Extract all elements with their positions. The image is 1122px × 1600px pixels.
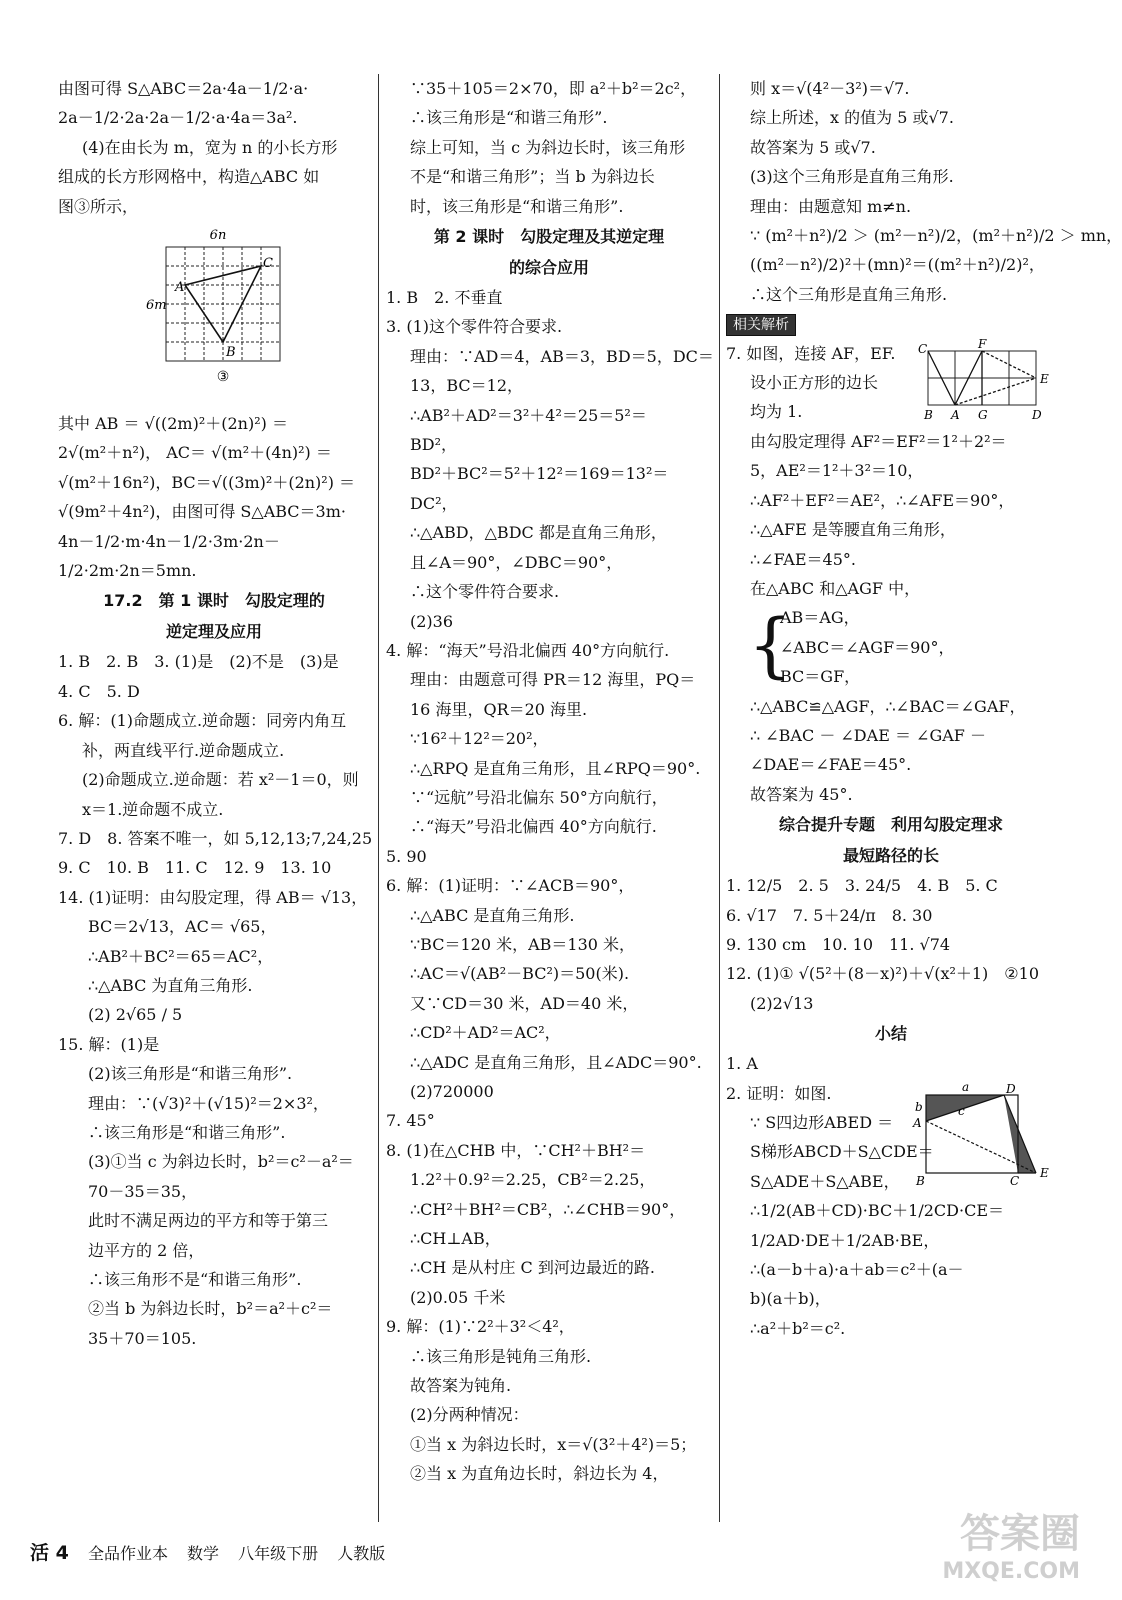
vertex-b: B <box>924 407 933 422</box>
text-line: 5，AE²＝1²＋3²＝10， <box>750 461 924 481</box>
text-line: 不是“和谐三角形”；当 b 为斜边长 <box>410 167 655 187</box>
text-line: 15. 解：(1)是 <box>58 1034 160 1054</box>
text-line: 3. (1)这个零件符合要求. <box>386 317 563 337</box>
book-title: 全品作业本 <box>87 1544 168 1563</box>
text-line: 1. A <box>726 1054 758 1074</box>
watermark-text: 答案圈 <box>960 1511 1080 1557</box>
label-6n: 6n <box>209 228 227 244</box>
text-line: 1/2AD·DE＋1/2AB·BE， <box>750 1230 940 1250</box>
column-divider <box>719 74 720 1522</box>
text-line: 由图可得 S△ABC＝2a·4a－1/2·a· <box>58 79 309 98</box>
text-line: ∠ABC＝∠AGF＝90°， <box>780 637 955 657</box>
text-line: 7. 如图，连接 AF，EF. <box>726 343 896 363</box>
text-line: BC＝2√13，AC＝ √65， <box>88 917 277 937</box>
label-c: c <box>958 1103 965 1118</box>
text-line: 综上可知，当 c 为斜边长时，该三角形 <box>410 137 686 157</box>
text-line: 9. C 10. B 11. C 12. 9 13. 10 <box>58 858 332 878</box>
text-line: 4. C 5. D <box>58 681 140 701</box>
text-line: ∴ ∠BAC － ∠DAE ＝ ∠GAF － <box>750 725 986 745</box>
text-line: 在△ABC 和△AGF 中， <box>750 578 921 598</box>
text-line: ((m²－n²)/2)²＋(mn)²＝((m²＋n²)/2)²， <box>750 255 1045 275</box>
text-line: ∴△ABD，△BDC 都是直角三角形， <box>410 523 667 543</box>
section-heading: 最短路径的长 <box>842 846 939 866</box>
text-line: 5. 90 <box>386 846 427 866</box>
text-line: ∴AB²＋AD²＝3²＋4²＝25＝5²＝ <box>410 405 647 425</box>
text-line: BD²＋BC²＝5²＋12²＝169＝13²＝ <box>410 464 669 484</box>
text-line: 6. √17 7. 5＋24/π 8. 30 <box>726 905 933 925</box>
text-line: 35＋70＝105. <box>88 1328 197 1348</box>
vertex-e: E <box>1040 371 1049 386</box>
text-line: ∴△RPQ 是直角三角形，且∠RPQ＝90°. <box>410 758 701 778</box>
vertex-c: C <box>1010 1173 1020 1188</box>
text-line: ∵ (m²＋n²)/2 ＞ (m²－n²)/2，(m²＋n²)/2 ＞ mn， <box>750 226 1122 246</box>
text-line: (2)36 <box>410 611 454 631</box>
text-line: 理由：∵(√3)²＋(√15)²＝2×3²， <box>88 1093 329 1113</box>
text-line: 其中 AB ＝ √((2m)²＋(2n)²) ＝ <box>58 414 288 434</box>
text-line: BD²， <box>410 435 458 455</box>
text-line: 1/2·2m·2n＝5mn. <box>58 561 197 581</box>
column-3 <box>726 74 1122 1343</box>
section-heading: 第 2 课时 勾股定理及其逆定理 <box>433 227 665 247</box>
vertex-c: C <box>918 341 928 356</box>
text-line: 1. 12/5 2. 5 3. 24/5 4. B 5. C <box>726 876 998 896</box>
figure-caption: ③ <box>216 369 230 386</box>
text-line: 13，BC＝12， <box>410 376 524 396</box>
text-line: 图③所示， <box>58 196 139 216</box>
figure-q7-grid <box>916 336 1056 429</box>
vertex-e: E <box>1040 1165 1049 1180</box>
text-line: ∴该三角形是“和谐三角形”. <box>88 1122 286 1142</box>
column-1 <box>58 74 373 1353</box>
section-heading: 综合提升专题 利用勾股定理求 <box>778 815 1003 835</box>
figure-summary <box>906 1079 1056 1189</box>
text-line: (2)命题成立.逆命题：若 x²－1＝0，则 <box>82 770 359 790</box>
summary-proof-block <box>726 1079 1056 1197</box>
text-line: ∴“海天”号沿北偏西 40°方向航行. <box>410 817 657 837</box>
text-line: 补，两直线平行.逆命题成立. <box>82 740 285 760</box>
text-line: ∵16²＋12²＝20²， <box>410 729 549 749</box>
text-line: 理由：由题意知 m≠n. <box>750 196 912 216</box>
vertex-f: F <box>978 336 987 351</box>
vertex-b: B <box>226 345 236 361</box>
edition: 人教版 <box>337 1544 386 1563</box>
text-line: ∴AC＝√(AB²－BC²)＝50(米). <box>410 964 630 984</box>
page-number: 活 4 <box>30 1542 69 1564</box>
text-line: 2a－1/2·2a·2a－1/2·a·4a＝3a². <box>58 108 298 128</box>
label-b: b <box>915 1099 923 1114</box>
column-divider <box>378 74 379 1522</box>
text-line: 9. 130 cm 10. 10 11. √74 <box>726 934 951 954</box>
watermark-url: MXQE.COM <box>942 1559 1080 1584</box>
text-line: ∴△ADC 是直角三角形，且∠ADC＝90°. <box>410 1052 702 1072</box>
text-line: ∵“远航”号沿北偏东 50°方向航行， <box>410 787 668 807</box>
text-line: ∴这个零件符合要求. <box>410 582 560 602</box>
text-line: ∴△ABC≌△AGF，∴∠BAC＝∠GAF， <box>750 696 1026 716</box>
text-line: (2)0.05 千米 <box>410 1287 506 1307</box>
text-line: 4. 解：“海天”号沿北偏西 40°方向航行. <box>386 640 670 660</box>
text-line: 时，该三角形是“和谐三角形”. <box>410 196 624 216</box>
section-heading: 逆定理及应用 <box>165 622 262 642</box>
text-line: 70－35＝35， <box>88 1181 198 1201</box>
text-line: b)(a＋b)， <box>750 1289 831 1309</box>
text-line: ∴AB²＋BC²＝65＝AC²， <box>88 946 274 966</box>
vertex-a: A <box>913 1115 922 1130</box>
text-line: 14. (1)证明：由勾股定理，得 AB＝ √13， <box>58 887 368 907</box>
vertex-a: A <box>175 280 185 296</box>
text-line: 理由：由题意可得 PR＝12 海里，PQ＝ <box>410 670 696 690</box>
text-line: ∴∠FAE＝45°. <box>750 549 856 569</box>
text-line: 1. B 2. 不垂直 <box>386 288 503 308</box>
text-line: 7. D 8. 答案不唯一，如 5,12,13;7,24,25 <box>58 828 373 848</box>
text-line: ∴CH²＋BH²＝CB²，∴∠CHB＝90°， <box>410 1199 686 1219</box>
text-line: 此时不满足两边的平方和等于第三 <box>88 1211 329 1231</box>
text-line: √(m²＋16n²)，BC＝√((3m)²＋(2n)²) ＝ <box>58 472 356 492</box>
text-line: 16 海里，QR＝20 海里. <box>410 699 588 719</box>
text-line: ②当 b 为斜边长时，b²＝a²＋c²＝ <box>88 1299 333 1319</box>
congruence-system: { AB＝AG， ∠ABC＝∠AGF＝90°， BC＝GF， <box>726 603 1056 691</box>
vertex-a: A <box>951 407 960 422</box>
text-line: ①当 x 为斜边长时，x＝√(3²＋4²)＝5； <box>410 1434 697 1454</box>
text-line: (2) 2√65 / 5 <box>88 1005 183 1025</box>
vertex-c: C <box>263 256 273 272</box>
text-line: 6. 解：(1)证明：∵∠ACB＝90°， <box>386 876 635 896</box>
text-line: ∴a²＋b²＝c². <box>750 1318 846 1338</box>
column-2 <box>386 74 712 1489</box>
text-line: 6. 解：(1)命题成立.逆命题：同旁内角互 <box>58 711 347 731</box>
text-line: 又∵CD＝30 米，AD＝40 米， <box>410 993 639 1013</box>
related-analysis-row <box>726 309 1056 338</box>
text-line: ∴△AFE 是等腰直角三角形， <box>750 520 956 540</box>
summary-heading: 小结 <box>874 1024 907 1044</box>
text-line: 9. 解：(1)∵2²＋3²＜4²， <box>386 1317 575 1337</box>
text-line: 4n－1/2·m·4n－1/2·3m·2n－ <box>58 531 280 551</box>
text-line: √(9m²＋4n²)，由图可得 S△ABC＝3m· <box>58 502 346 522</box>
text-line: ∴△ABC 是直角三角形. <box>410 905 575 925</box>
text-line: 2. 证明：如图. <box>726 1083 832 1103</box>
text-line: ∴该三角形是“和谐三角形”. <box>410 108 608 128</box>
text-line: ∴CH⊥AB， <box>410 1229 501 1249</box>
text-line: (3)①当 c 为斜边长时，b²＝c²－a²＝ <box>88 1152 354 1172</box>
text-line: ∴CH 是从村庄 C 到河边最近的路. <box>410 1258 655 1278</box>
text-line: ∴该三角形不是“和谐三角形”. <box>88 1270 302 1289</box>
text-line: (2)2√13 <box>750 993 814 1013</box>
text-line: 故答案为钝角. <box>410 1376 512 1396</box>
text-line: ∴该三角形是钝角三角形. <box>410 1346 592 1366</box>
text-line: (3)这个三角形是直角三角形. <box>750 167 954 187</box>
text-line: ∴(a－b＋a)·a＋ab＝c²＋(a－ <box>750 1260 964 1280</box>
text-line: 故答案为 5 或√7. <box>750 137 876 157</box>
text-line: 7. 45° <box>386 1111 435 1131</box>
watermark <box>880 1510 1080 1590</box>
label-a: a <box>962 1079 970 1094</box>
text-line: (2)该三角形是“和谐三角形”. <box>88 1064 293 1084</box>
text-line: DC²， <box>410 493 458 513</box>
text-line: S△ADE＋S△ABE， <box>750 1171 900 1191</box>
text-line: ②当 x 为直角边长时，斜边长为 4， <box>410 1464 669 1484</box>
text-line: x＝1.逆命题不成立. <box>82 799 224 819</box>
text-line: 均为 1. <box>750 402 803 422</box>
figure-3-grid <box>58 225 370 405</box>
text-line: AB＝AG， <box>780 608 860 628</box>
text-line: 故答案为 45°. <box>750 784 853 804</box>
text-line: 理由：∵AD＝4，AB＝3，BD＝5，DC＝ <box>410 346 714 366</box>
section-heading: 的综合应用 <box>508 258 589 278</box>
text-line: ∴这个三角形是直角三角形. <box>750 284 948 304</box>
text-line: 组成的长方形网格中，构造△ABC 如 <box>58 167 320 187</box>
text-line: 综上所述，x 的值为 5 或√7. <box>750 108 954 128</box>
text-line: 设小正方形的边长 <box>750 373 879 393</box>
text-line: 2√(m²＋n²)， AC＝ √(m²＋(4n)²) ＝ <box>58 443 332 463</box>
text-line: ∴△ABC 为直角三角形. <box>88 975 253 995</box>
text-line: 则 x＝√(4²－3²)＝√7. <box>750 79 910 98</box>
text-line: BC＝GF， <box>780 667 861 687</box>
text-line: 边平方的 2 倍， <box>88 1240 205 1260</box>
vertex-g: G <box>978 407 988 422</box>
text-line: (4)在由长为 m，宽为 n 的小长方形 <box>82 137 338 157</box>
section-heading: 17.2 第 1 课时 勾股定理的 <box>103 591 325 611</box>
vertex-d: D <box>1006 1081 1016 1096</box>
text-line: 由勾股定理得 AF²＝EF²＝1²＋2²＝ <box>750 431 1007 451</box>
text-line: S梯形ABCD＋S△CDE＝ <box>750 1142 934 1162</box>
text-line: 12. (1)① √(5²＋(8－x)²)＋√(x²＋1) ②10 <box>726 964 1040 984</box>
text-line: 1.2²＋0.9²＝2.25，CB²＝2.25， <box>410 1170 656 1190</box>
related-analysis-tag: 相关解析 <box>726 314 796 336</box>
vertex-b: B <box>916 1173 925 1188</box>
subject: 数学 <box>187 1544 220 1563</box>
vertex-d: D <box>1032 407 1042 422</box>
text-line: (2)720000 <box>410 1082 494 1101</box>
label-6m: 6m <box>146 298 167 314</box>
text-line: 8. (1)在△CHB 中，∵CH²＋BH²＝ <box>386 1140 646 1160</box>
text-line: ∵BC＝120 米，AB＝130 米， <box>410 934 636 954</box>
text-line: ∴AF²＋EF²＝AE²，∴∠AFE＝90°， <box>750 490 1015 510</box>
text-line: 且∠A＝90°，∠DBC＝90°， <box>410 552 623 572</box>
text-line: ∵ S四边形ABED ＝ <box>750 1113 894 1132</box>
text-line: (2)分两种情况： <box>410 1405 529 1425</box>
q7-block <box>726 336 1056 427</box>
text-line: ∵35＋105＝2×70，即 a²＋b²＝2c²， <box>410 79 697 98</box>
text-line: ∴CD²＋AD²＝AC²， <box>410 1023 561 1043</box>
text-line: 1. B 2. B 3. (1)是 (2)不是 (3)是 <box>58 652 339 672</box>
grade: 八年级下册 <box>238 1544 319 1563</box>
text-line: ∠DAE＝∠FAE＝45°. <box>750 755 912 775</box>
text-line: ∴1/2(AB＋CD)·BC＋1/2CD·CE＝ <box>750 1201 1005 1221</box>
